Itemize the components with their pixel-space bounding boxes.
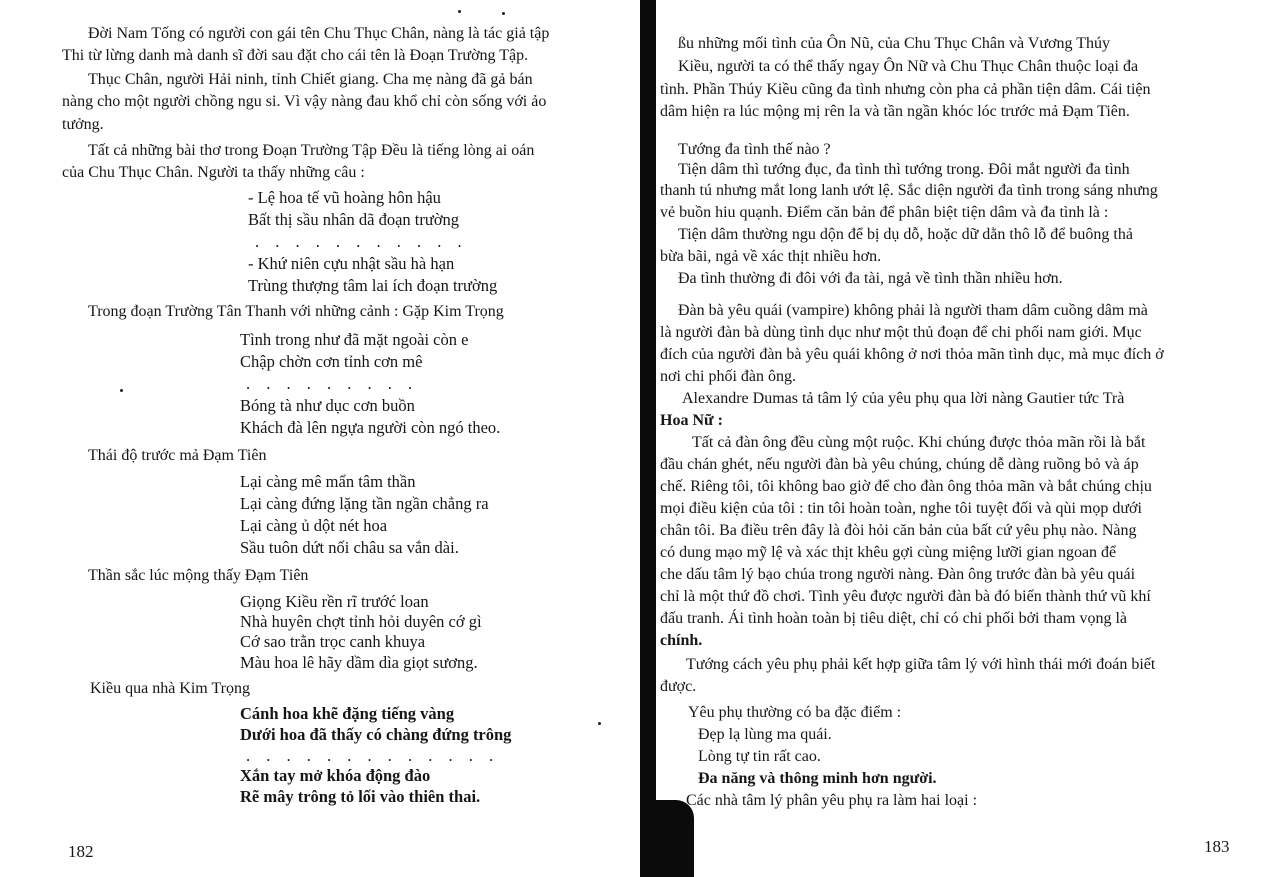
verse-line: Chập chờn cơn tỉnh cơn mê [240, 352, 423, 371]
paragraph-line: dâm hiện ra lúc mộng mị rên la và tần ngần khóc lóc trước mả Đạm Tiên. [660, 103, 1130, 120]
verse-line: Trùng thượng tâm lai ích đoạn trường [248, 276, 498, 295]
scan-speck [120, 389, 123, 392]
paragraph-line: tưởng. [62, 116, 104, 133]
paragraph-line: Alexandre Dumas tả tâm lý của yêu phụ qua lời nàng Gautier tức Trà [682, 390, 1125, 407]
verse-line: Nhà huyên chợt tỉnh hỏi duyên cớ gì [240, 612, 482, 631]
paragraph-line: chỉ là một thứ đồ chơi. Tình yêu được người đàn bà đó biến thành thứ vũ khí [660, 588, 1151, 605]
paragraph-line: Đàn bà yêu quái (vampire) không phải là người tham dâm cuồng dâm mà [678, 302, 1148, 319]
book-gutter [640, 0, 656, 877]
paragraph-line: vẻ buồn hiu quạnh. Điểm căn bản để phân biệt tiện dâm và đa tình là : [660, 204, 1109, 221]
paragraph-line: Tiện dâm thì tướng đục, đa tình thì tướng trong. Đôi mắt người đa tình [678, 161, 1130, 178]
paragraph-line: Đa tình thường đi đôi với đa tài, ngả về tình thần nhiều hơn. [678, 270, 1063, 287]
paragraph-line: nàng cho một người chồng ngu si. Vì vậy nàng đau khổ chỉ còn sống với ảo [62, 93, 547, 110]
paragraph-line: có dung mạo mỹ lệ và xác thịt khêu gợi cùng miệng lưỡi gian ngoan để [660, 544, 1117, 561]
paragraph-line: Hoa Nữ : [660, 412, 723, 429]
verse-line: - Khứ niên cựu nhật sầu hà hạn [248, 254, 455, 273]
paragraph-line: thanh tú nhưng mắt long lanh ướt lệ. Sắc diện người đa tình trong sáng nhưng [660, 182, 1158, 199]
verse-line: Giọng Kiều rền rĩ trướć loan [240, 592, 429, 611]
verse-line: Bất thị sầu nhân dã đoạn trường [248, 210, 460, 229]
paragraph-line: là người đàn bà dùng tình dục như một thủ đoạn để chi phối nam giới. Mục [660, 324, 1142, 341]
verse-line: Khách đà lên ngựa người còn ngó theo. [240, 418, 501, 437]
right-page [656, 0, 1280, 877]
list-heading: Yêu phụ thường có ba đặc điểm : [688, 704, 902, 721]
list-item: Đa năng và thông minh hơn người. [698, 770, 937, 787]
paragraph-line: Tướng cách yêu phụ phải kết hợp giữa tâm lý với hình thái mới đoán biết [686, 656, 1156, 673]
paragraph-line: Tướng đa tình thế nào ? [678, 141, 831, 158]
paragraph-line: nơi chi phối đàn ông. [660, 368, 796, 385]
section-intro: Trong đoạn Trường Tân Thanh với những cảnh : Gặp Kim Trọng [88, 303, 504, 320]
scan-speck [458, 10, 461, 13]
paragraph-line: đích của người đàn bà yêu quái không ở nơi thỏa mãn tình dục, mà mục đích ở [660, 346, 1164, 363]
paragraph-line: chân tôi. Ba điều trên đây là đòi hỏi căn bản của bất cứ yêu phụ nào. Nàng [660, 522, 1137, 539]
verse-ellipsis: . . . . . . . . . [246, 374, 419, 393]
paragraph-line: bừa bãi, ngả về xác thịt nhiều hơn. [660, 248, 882, 265]
paragraph-line: Kiều, người ta có thể thấy ngay Ôn Nữ và Chu Thục Chân thuộc loại đa [678, 58, 1139, 75]
verse-line: Dưới hoa đã thấy có chàng đứng trông [240, 725, 512, 744]
verse-line: Bóng tà như dục cơn buồn [240, 396, 415, 415]
verse-line: Rẽ mây trông tỏ lối vào thiên thai. [240, 787, 481, 806]
paragraph-line: đầu chán ghét, nếu người đàn bà yêu chúng, chúng dễ dàng ruồng bỏ và áp [660, 456, 1139, 473]
paragraph-line: Thục Chân, người Hải ninh, tỉnh Chiết giang. Cha mẹ nàng đã gả bán [88, 71, 533, 88]
paragraph-line: ßu những mối tình của Ôn Nũ, của Chu Thục Chân và Vương Thúy [678, 35, 1110, 52]
paragraph-line: Tiện dâm thường ngu dộn để bị dụ dỗ, hoặc dữ dằn thô lỗ để buông thả [678, 226, 1133, 243]
verse-line: Tình trong như đã mặt ngoài còn e [240, 330, 469, 349]
paragraph-line: Các nhà tâm lý phân yêu phụ ra làm hai loại : [686, 792, 978, 809]
paragraph-line: Thi từ lừng danh mà danh sĩ đời sau đặt cho cái tên là Đoạn Trường Tập. [62, 47, 529, 64]
paragraph-line: của Chu Thục Chân. Người ta thấy những câu : [62, 164, 365, 181]
paragraph-line: che dấu tâm lý bạo chúa trong người nàng. Đàn ông trước đàn bà yêu quái [660, 566, 1136, 583]
verse-line: Màu hoa lê hãy dầm dìa giọt sương. [240, 653, 478, 672]
verse-line: Lại càng ủ dột nét hoa [240, 516, 388, 535]
paragraph-line: chế. Riêng tôi, tôi không bao giờ để cho đàn ông thỏa mãn và bắt chúng chịu [660, 478, 1152, 495]
list-item: Lòng tự tin rất cao. [698, 748, 821, 765]
verse-line: Cánh hoa khẽ đặng tiếng vàng [240, 704, 455, 723]
paragraph-line: đấu tranh. Ái tình hoàn toàn bị tiêu diệt, chỉ có chi phối bởi tham vọng là [660, 610, 1128, 627]
paragraph-line: được. [660, 678, 697, 695]
verse-ellipsis: . . . . . . . . . . . [255, 232, 468, 251]
section-intro: Thái độ trước mả Đạm Tiên [88, 447, 267, 464]
verse-line: Cớ sao trằn trọc canh khuya [240, 632, 426, 651]
verse-line: Sầu tuôn dứt nối châu sa vắn dài. [240, 538, 459, 557]
paragraph-line: Đời Nam Tống có người con gái tên Chu Thục Chân, nàng là tác giả tập [88, 25, 550, 42]
verse-line: Lại càng mê mẩn tâm thần [240, 472, 416, 491]
list-item: Đẹp lạ lùng ma quái. [698, 726, 832, 743]
verse-line: Xắn tay mở khóa động đào [240, 766, 431, 785]
scan-speck [598, 722, 601, 725]
verse-line: Lại càng đứng lặng tần ngần chẳng ra [240, 494, 489, 513]
section-intro: Thần sắc lúc mộng thấy Đạm Tiên [88, 567, 309, 584]
scan-speck [502, 12, 505, 15]
paragraph-line: tình. Phần Thúy Kiều cũng đa tình nhưng còn pha cả phần tiện dâm. Cái tiện [660, 81, 1151, 98]
page-number: 183 [1204, 837, 1230, 856]
paragraph-line: mọi điều kiện của tôi : tin tôi hoàn toàn, nghe tôi tuyệt đối và qùi mọp dưới [660, 500, 1142, 517]
page-number: 182 [68, 842, 94, 861]
verse-line: - Lệ hoa tế vũ hoàng hôn hậu [248, 188, 441, 207]
paragraph-line: chính. [660, 632, 703, 649]
paragraph-line: Tất cả những bài thơ trong Đoạn Trường Tập Đều là tiếng lòng ai oán [88, 142, 535, 159]
verse-ellipsis: . . . . . . . . . . . . . [246, 746, 500, 765]
paragraph-line: Tất cả đàn ông đều cùng một ruộc. Khi chúng được thỏa mãn rồi là bắt [692, 434, 1146, 451]
section-intro: Kiều qua nhà Kim Trọng [90, 680, 250, 697]
